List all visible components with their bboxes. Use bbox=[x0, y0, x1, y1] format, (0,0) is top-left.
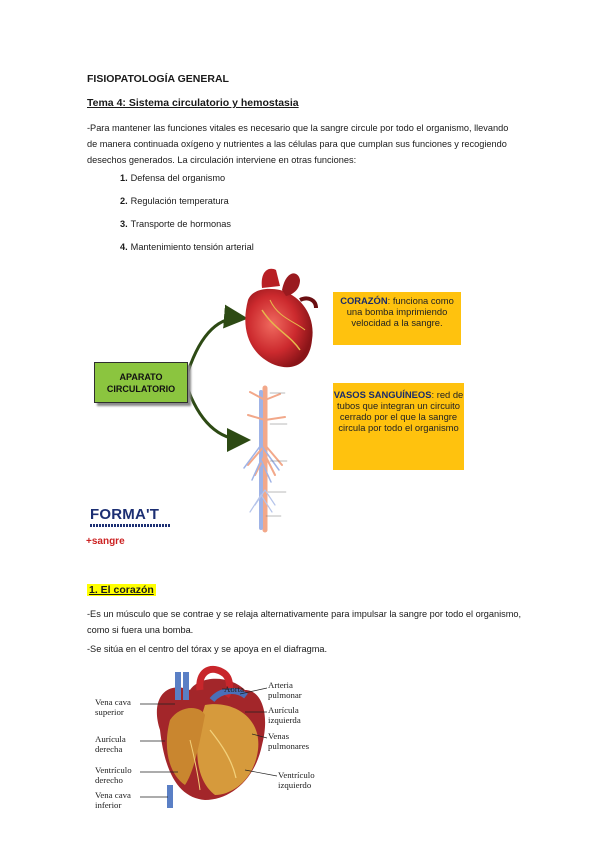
label-vena-cava-inferior: Vena cava inferior bbox=[95, 790, 131, 810]
label-auricula-derecha: Aurícula derecha bbox=[95, 734, 126, 754]
arrow-to-vessels bbox=[186, 384, 245, 440]
section-heading: 1. El corazón bbox=[89, 584, 154, 596]
heart-illustration bbox=[245, 269, 316, 367]
label-aorta: Aorta bbox=[224, 684, 245, 694]
label-ventriculo-derecho: Ventrículo derecho bbox=[95, 765, 132, 785]
formate-logo: FORMA'T bbox=[90, 506, 170, 527]
vessels-illustration bbox=[244, 388, 287, 530]
label-vena-cava-superior: Vena cava superior bbox=[95, 697, 131, 717]
corazon-info-box: CORAZÓN: funciona como una bomba imprimiendo velocidad a la sangre. bbox=[333, 292, 461, 345]
list-item: 4. Mantenimiento tensión arterial bbox=[120, 242, 254, 252]
list-item: 3. Transporte de hormonas bbox=[120, 219, 231, 229]
course-title: FISIOPATOLOGÍA GENERAL bbox=[87, 73, 229, 85]
list-item: 2. Regulación temperatura bbox=[120, 196, 229, 206]
section-paragraph: -Se sitúa en el centro del tórax y se apoya en el diafragma. bbox=[87, 644, 328, 654]
label-auricula-izquierda: Aurícula izquierda bbox=[268, 705, 301, 725]
vasos-info-box: VASOS SANGUÍNEOS: red de tubos que integran un circuito cerrado por el que la sangre circula por todo el organismo bbox=[333, 383, 464, 470]
anatomical-heart-illustration bbox=[140, 669, 277, 808]
intro-paragraph: -Para mantener las funciones vitales es necesario que la sangre circule por todo el organismo, llevando de manera continuada oxígeno y nutrientes a las células para que cumplan sus funciones y recogiendo desechos generados. La circulación interviene en otras funciones: bbox=[87, 123, 509, 165]
arrow-to-heart bbox=[186, 318, 242, 378]
section-paragraph: -Es un músculo que se contrae y se relaja alternativamente para impulsar la sangre por todo el organismo, como si fuera una bomba. bbox=[87, 609, 522, 635]
sangre-tag: +sangre bbox=[86, 536, 125, 547]
topic-title: Tema 4: Sistema circulatorio y hemostasia bbox=[87, 97, 299, 109]
label-ventriculo-izquierdo: Ventrículo izquierdo bbox=[278, 770, 315, 790]
label-venas-pulmonares: Venas pulmonares bbox=[268, 731, 310, 751]
aparato-circulatorio-box: APARATO CIRCULATORIO bbox=[94, 362, 188, 403]
label-arteria-pulmonar: Arteria pulmonar bbox=[268, 680, 302, 700]
list-item: 1. Defensa del organismo bbox=[120, 173, 226, 183]
